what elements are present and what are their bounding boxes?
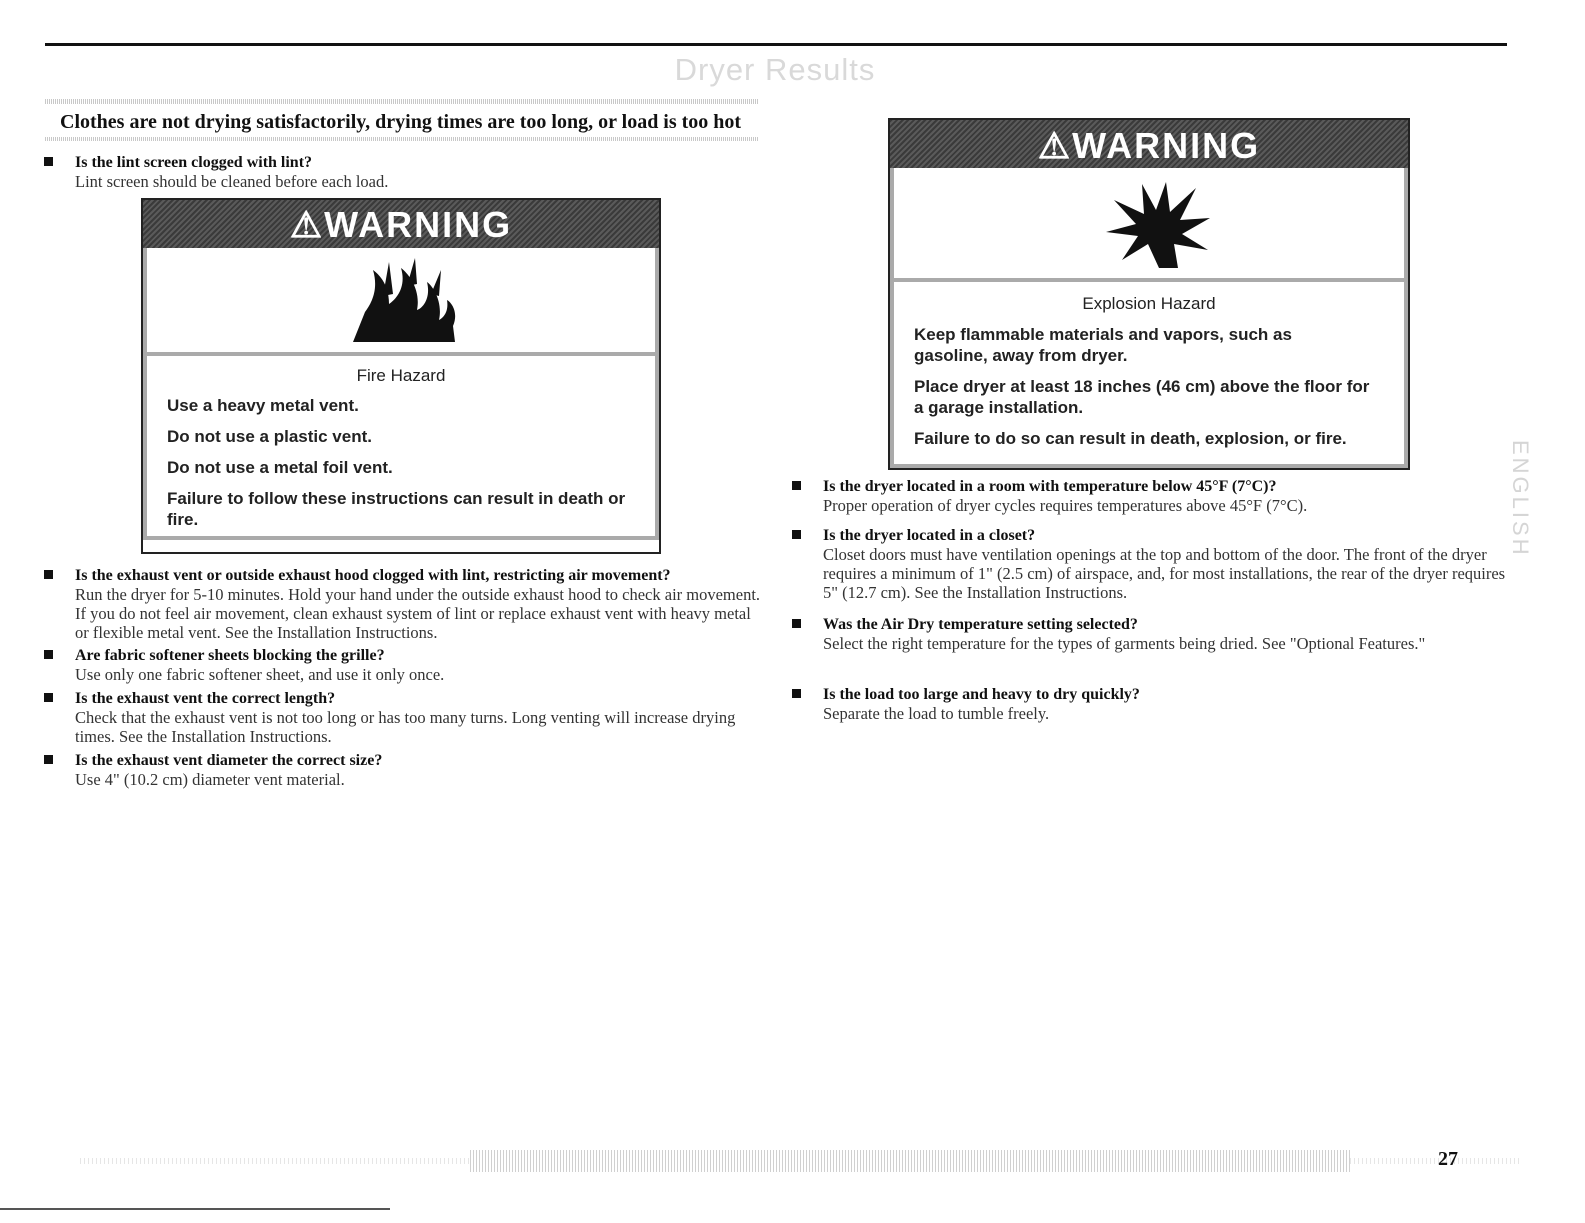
warning-line: Use a heavy metal vent. — [167, 396, 359, 415]
answer: Separate the load to tumble freely. — [823, 704, 1050, 723]
answer: Run the dryer for 5-10 minutes. Hold your hand under the outside exhaust hood to check air movement. If you do not feel air movement, clean exhaust system of lint or replace exhaust vent with heavy metal or flexible metal vent. See the Installation Instructions. — [75, 585, 761, 642]
fire-icon — [343, 256, 463, 348]
bullet-icon — [792, 689, 801, 698]
language-side-tab: ENGLISH — [1508, 440, 1533, 558]
answer: Check that the exhaust vent is not too long or has too many turns. Long venting will increase drying times. See the Installation Instructions. — [75, 708, 736, 746]
warning-header: ⚠WARNING — [890, 120, 1408, 168]
bullet-icon — [44, 693, 53, 702]
hazard-title: Fire Hazard — [356, 366, 446, 385]
list-item — [44, 566, 764, 642]
answer: Lint screen should be cleaned before each load. — [75, 172, 389, 191]
warning-line: Do not use a metal foil vent. — [167, 458, 393, 477]
list-item — [44, 153, 764, 191]
bullet-icon — [792, 619, 801, 628]
fire-warning-box — [141, 198, 661, 554]
question: Is the dryer located in a closet? — [823, 527, 1036, 544]
footer-decoration — [1350, 1158, 1520, 1164]
warning-triangle-icon: ⚠ — [289, 204, 325, 245]
warning-body — [890, 282, 1408, 468]
warning-line: Keep flammable materials and vapors, such as gasoline, away from dryer. — [914, 325, 1292, 365]
warning-triangle-icon: ⚠ — [1037, 125, 1073, 166]
question: Is the exhaust vent diameter the correct size? — [75, 752, 383, 769]
fire-icon-area — [143, 248, 659, 356]
answer: Use only one fabric softener sheet, and use it only once. — [75, 665, 445, 684]
list-item — [44, 751, 764, 789]
section-divider-bottom — [45, 137, 759, 141]
list-item — [792, 615, 1472, 653]
answer: Select the right temperature for the types of garments being dried. See "Optional Features." — [823, 634, 1426, 653]
bullet-icon — [792, 530, 801, 539]
question: Is the load too large and heavy to dry quickly? — [823, 686, 1140, 703]
answer: Use 4" (10.2 cm) diameter vent material. — [75, 770, 345, 789]
bullet-icon — [44, 650, 53, 659]
bullet-icon — [44, 755, 53, 764]
list-item — [44, 689, 744, 746]
footer-decoration — [80, 1158, 470, 1164]
page-title: Dryer Results — [674, 52, 876, 87]
warning-line: Failure to do so can result in death, explosion, or fire. — [914, 429, 1347, 448]
footer-band — [470, 1150, 1350, 1172]
question: Is the dryer located in a room with temperature below 45°F (7°C)? — [823, 478, 1277, 495]
bullet-icon — [44, 570, 53, 579]
list-item — [792, 685, 1512, 723]
section-divider-top — [45, 99, 759, 104]
top-rule — [45, 43, 1507, 46]
warning-line: Place dryer at least 18 inches (46 cm) above the floor for a garage installation. — [914, 377, 1370, 417]
bullet-icon — [44, 157, 53, 166]
question: Is the lint screen clogged with lint? — [75, 154, 313, 171]
list-item — [792, 526, 1507, 602]
page-number: 27 — [1438, 1148, 1458, 1170]
explosion-icon-area — [890, 168, 1408, 282]
question: Is the exhaust vent or outside exhaust hood clogged with lint, restricting air movement? — [75, 567, 671, 584]
warning-header: ⚠WARNING — [143, 200, 659, 248]
answer: Closet doors must have ventilation openings at the top and bottom of the door. The front of the dryer requires a minimum of 1" (2.5 cm) of airspace, and, for most installations, the rear of the dryer requires 5" (12.7 cm). See the Installation Instructions. — [823, 545, 1506, 602]
list-item — [44, 646, 764, 684]
question: Is the exhaust vent the correct length? — [75, 690, 336, 707]
answer: Proper operation of dryer cycles requires temperatures above 45°F (7°C). — [823, 496, 1308, 515]
list-item — [792, 477, 1512, 515]
explosion-warning-box — [888, 118, 1410, 470]
bottom-rule — [0, 1208, 390, 1210]
warning-line: Failure to follow these instructions can result in death or fire. — [167, 489, 626, 529]
question: Was the Air Dry temperature setting selected? — [823, 616, 1138, 633]
warning-line: Do not use a plastic vent. — [167, 427, 372, 446]
question: Are fabric softener sheets blocking the grille? — [75, 647, 385, 664]
hazard-title: Explosion Hazard — [1082, 294, 1216, 313]
warning-body — [143, 356, 659, 540]
explosion-icon — [1104, 180, 1214, 270]
bullet-icon — [792, 481, 801, 490]
section-title: Clothes are not drying satisfactorily, drying times are too long, or load is too hot — [60, 111, 742, 133]
